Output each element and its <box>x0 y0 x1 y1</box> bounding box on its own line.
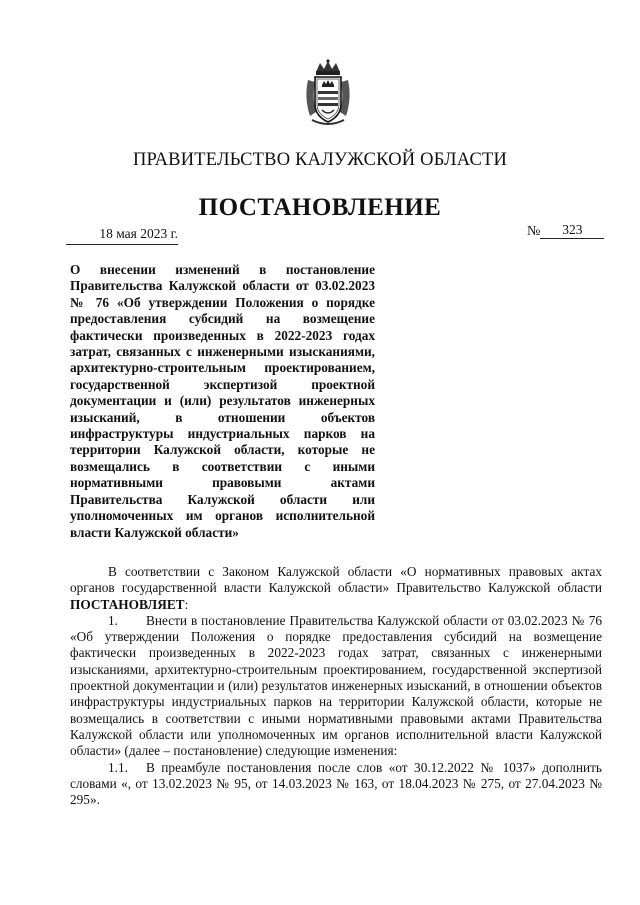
document-date: 18 мая 2023 г. <box>66 226 178 245</box>
document-number <box>527 223 604 240</box>
document-subject <box>70 262 375 541</box>
subject-last-line: власти Калужской области» <box>70 524 239 540</box>
number-value: 323 <box>540 222 604 239</box>
document-body <box>70 564 602 808</box>
preamble-colon: : <box>184 596 189 612</box>
preamble-resolves: ПОСТАНОВЛЯЕТ <box>70 596 185 612</box>
item-1-paragraph <box>70 613 602 760</box>
preamble-paragraph <box>70 564 602 613</box>
document-type-title: ПОСТАНОВЛЕНИЕ <box>198 194 442 221</box>
item-1-1-text: В преамбуле постановления после слов «от 30.12.2022 № 1037» дополнить словами «, от 13.02.2023 № 95, от 14.03.2023 № 163, от 18.04.2023 № 275, от 27.04.2023 № 295». <box>70 759 602 808</box>
preamble-text: В соответствии с Законом Калужской области «О нормативных правовых актах органов государственной власти Калужской области» Правительство Калужской области <box>70 564 602 596</box>
item-1-number: 1. <box>108 612 118 628</box>
item-1-text: Внести в постановление Правительства Калужской области от 03.02.2023 № 76 «Об утверждении Положения о порядке предоставления субсидий на возмещение фактически произведенных в 2022-2023 годах затрат, связанных с инженерными изысканиями, архитектурно-строительным проектированием, государственной экспертизой проектной документации и (или) результатов инженерных изысканий, в отношении объектов инфраструктуры индустриальных парков на территории Калужской области, которые не возмещались в соответствии с иными нормативными правовыми актами Правительства Калужской области или уполномоченных им органов исполнительной власти Калужской области» (далее – постановление) следующие изменения: <box>70 612 602 759</box>
item-1-1-number: 1.1. <box>108 759 128 775</box>
item-1-1-paragraph <box>70 760 602 809</box>
coat-of-arms-emblem <box>300 58 356 128</box>
organization-title: ПРАВИТЕЛЬСТВО КАЛУЖСКОЙ ОБЛАСТИ <box>132 150 508 170</box>
number-label: № <box>527 224 541 239</box>
subject-text: О внесении изменений в постановление Правительства Калужской области от 03.02.2023 № 76 «Об утверждении Положения о порядке предоставления субсидий на возмещение фактически произведенных в 2022-2023 годах затрат, связанных с инженерными изысканиями, архитектурно-строительным проектированием, государственной экспертизой проектной документации и (или) результатов инженерных изысканий, в отношении объектов инфраструктуры индустриальных парков на территории Калужской области, которые не возмещались в соответствии с иными нормативными правовыми актами Правительства Калужской области или уполномоченных им органов исполнительной <box>70 262 375 524</box>
